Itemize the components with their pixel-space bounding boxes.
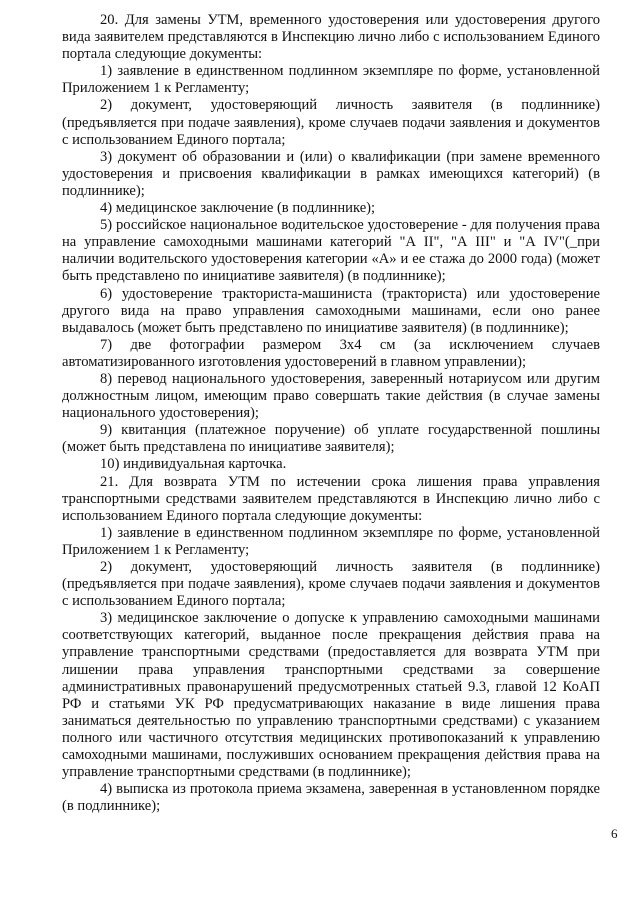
paragraph-20-item-9: 9) квитанция (платежное поручение) об уплате государственной пошлины (может быть представлена по инициативе заявителя); bbox=[62, 422, 600, 456]
paragraph-20-item-5: 5) российское национальное водительское удостоверение - для получения права на управление самоходными машинами категорий "А II", "А III" и "А IV"(_при наличии водительского удостоверения категории «А» и ее стажа до 2000 года) (может быть представлено по инициативе заявителя) (в подлиннике); bbox=[62, 217, 600, 285]
paragraph-20-item-1: 1) заявление в единственном подлинном экземпляре по форме, установленной Приложением 1 к Регламенту; bbox=[62, 63, 600, 97]
paragraph-20-item-4: 4) медицинское заключение (в подлиннике); bbox=[100, 200, 376, 217]
paragraph-21-item-3: 3) медицинское заключение о допуске к управлению самоходными машинами соответствующих категорий, выданное после прекращения действия права на управление транспортными средствами (предоставляется для возврата УТМ при лишении права управления транспортными средствами за совершение административных правонарушений предусмотренных статьей 9.3, главой 12 КоАП РФ и статьями УК РФ предусматривающих наказание в виде лишения права заниматься деятельностью по управлению транспортными средствами) с указанием полного или частичного отсутствия медицинских противопоказаний к управлению самоходными машинами, послуживших основанием прекращения действия права на управление транспортными средствами (в подлиннике); bbox=[62, 610, 600, 781]
paragraph-21-item-1: 1) заявление в единственном подлинном экземпляре по форме, установленной Приложением 1 к Регламенту; bbox=[62, 524, 600, 558]
paragraph-20-item-8: 8) перевод национального удостоверения, заверенный нотариусом или другим должностным лицом, имеющим право совершать такие действия (в случае замены национального удостоверения); bbox=[62, 370, 600, 422]
paragraph-20-item-7: 7) две фотографии размером 3х4 см (за исключением случаев автоматизированного изготовления удостоверений в главном управлении); bbox=[62, 336, 600, 370]
paragraph-21-item-2: 2) документ, удостоверяющий личность заявителя (в подлиннике) (предъявляется при подаче заявления), кроме случаев подачи заявления и документов с использованием Единого портала; bbox=[62, 559, 600, 610]
paragraph-20-intro: 20. Для замены УТМ, временного удостоверения или удостоверения другого вида заявителем представляются в Инспекцию лично либо с использованием Единого портала следующие документы: bbox=[62, 12, 600, 63]
paragraph-21-item-4: 4) выписка из протокола приема экзамена, заверенная в установленном порядке (в подлиннике); bbox=[62, 781, 600, 815]
paragraph-20-item-10: 10) индивидуальная карточка. bbox=[100, 456, 287, 473]
page-number: 6 bbox=[611, 826, 618, 841]
paragraph-20-item-6: 6) удостоверение тракториста-машиниста (тракториста) или удостоверение другого вида на право управления самоходными машинами, если оно ранее выдавалось (может быть представлено по инициативе заявителя) (в подлиннике); bbox=[62, 285, 600, 336]
document-body bbox=[62, 12, 600, 815]
paragraph-21-intro: 21. Для возврата УТМ по истечении срока лишения права управления транспортными средствами заявителем представляются в Инспекцию лично либо с использованием Единого портала следующие документы: bbox=[62, 473, 600, 524]
paragraph-20-item-2: 2) документ, удостоверяющий личность заявителя (в подлиннике) (предъявляется при подаче заявления), кроме случаев подачи заявления и документов с использованием Единого портала; bbox=[62, 97, 600, 148]
paragraph-20-item-3: 3) документ об образовании и (или) о квалификации (при замене временного удостоверения и присвоения квалификации в рамках имеющихся категорий) (в подлиннике); bbox=[62, 148, 600, 199]
